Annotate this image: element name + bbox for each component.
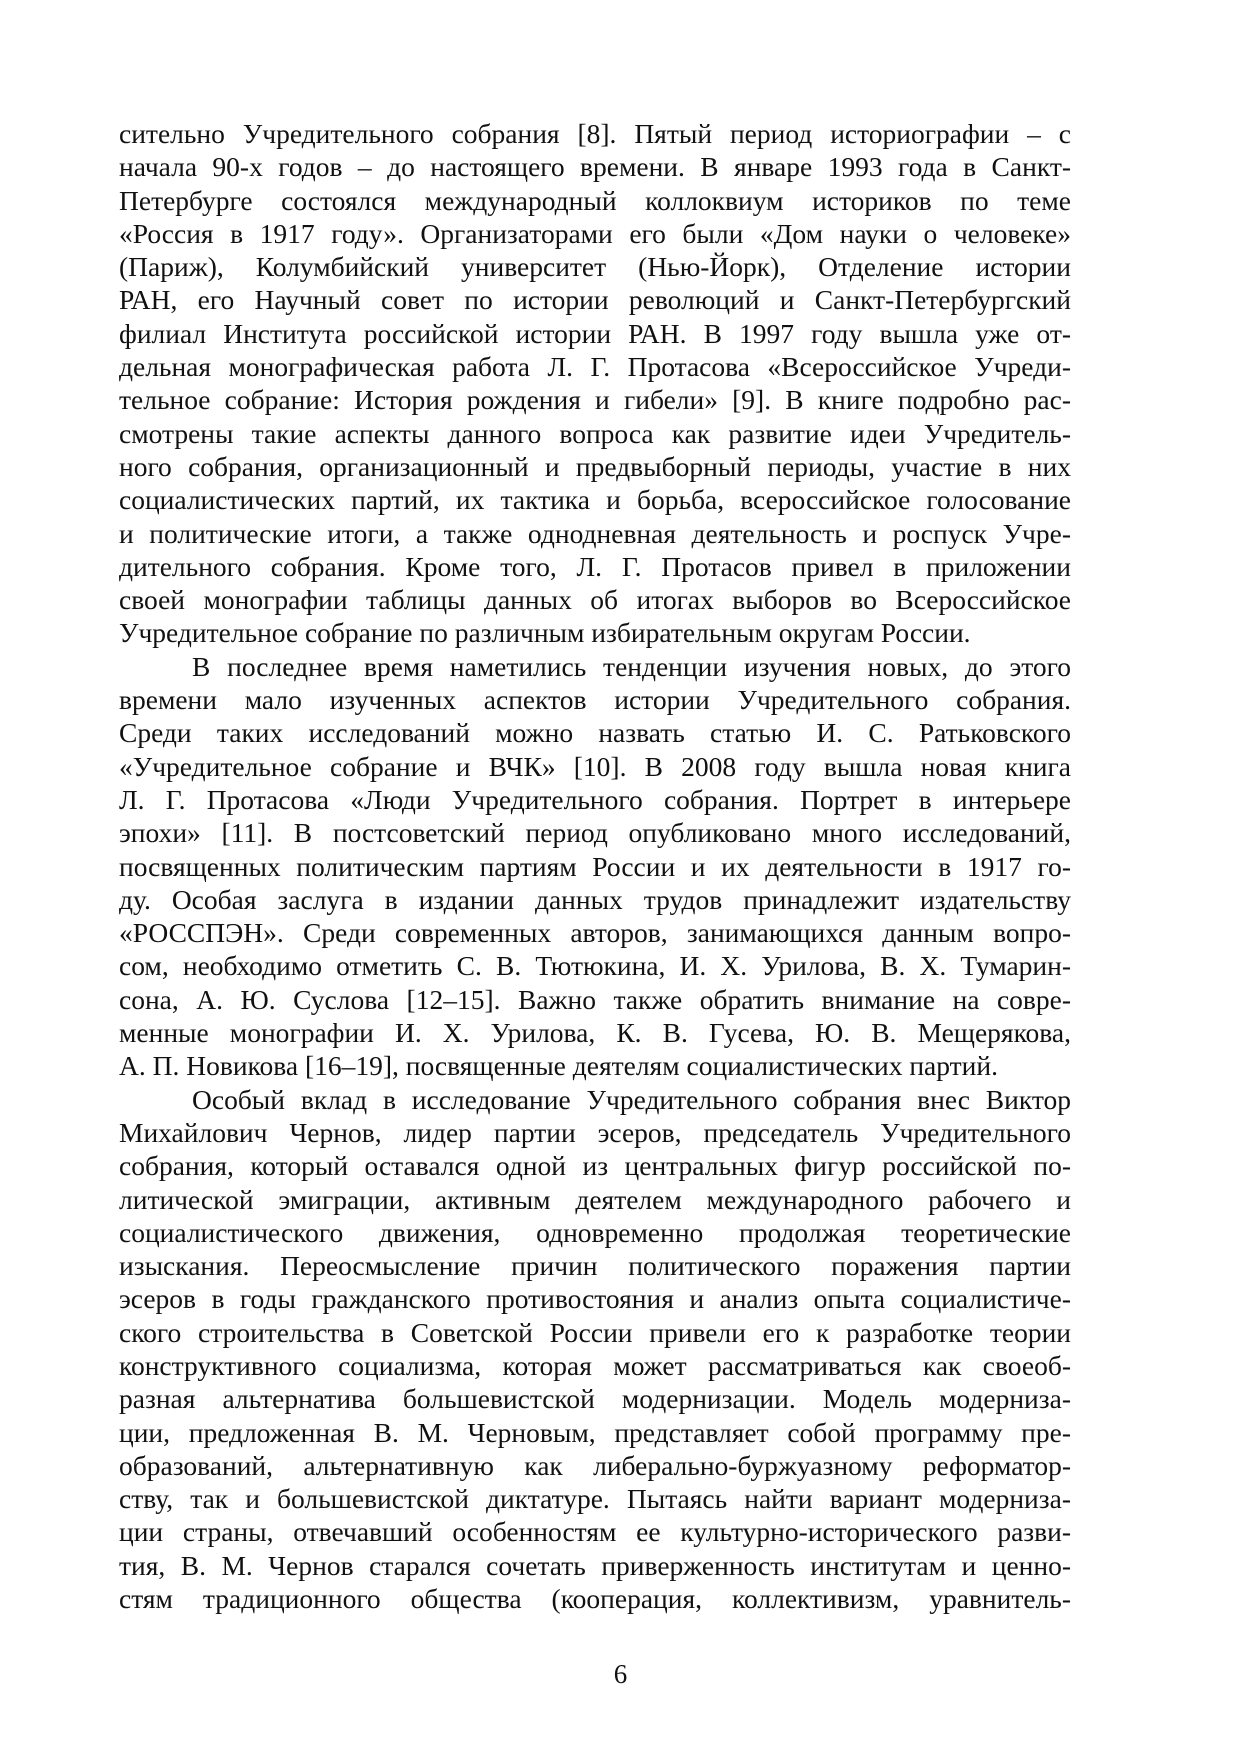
text-line: «Россия в 1917 году». Организаторами его были «Дом науки о человеке» (119, 217, 1071, 249)
text-line: Особый вклад в исследование Учредительного собрания внес Виктор (192, 1083, 1071, 1115)
text-line: своей монографии таблицы данных об итогах выборов во Всероссийское (119, 584, 1071, 616)
text-line: образований, альтернативную как либерально-буржуазному реформатор- (119, 1449, 1071, 1481)
text-line: сом, необходимо отметить С. В. Тютюкина, И. Х. Урилова, В. Х. Тумарин- (119, 950, 1071, 982)
text-line: социалистических партий, их тактика и борьба, всероссийское голосование (119, 484, 1071, 516)
paragraph-1 (119, 117, 1071, 650)
page-number: 6 (613, 1659, 628, 1689)
text-line: тельное собрание: История рождения и гибели» [9]. В книге подробно рас- (119, 384, 1071, 416)
text-line: ции, предложенная В. М. Черновым, представляет собой программу пре- (119, 1416, 1071, 1448)
text-line: тия, В. М. Чернов старался сочетать приверженность институтам и ценно- (119, 1549, 1071, 1581)
text-line: филиал Института российской истории РАН. В 1997 году вышла уже от- (119, 317, 1071, 349)
text-line: конструктивного социализма, которая может рассматриваться как своеоб- (119, 1349, 1071, 1381)
text-line: сона, А. Ю. Суслова [12–15]. Важно также обратить внимание на совре- (119, 983, 1071, 1015)
text-line: начала 90-х годов – до настоящего времени. В январе 1993 года в Санкт- (119, 151, 1071, 183)
text-line: А. П. Новикова [16–19], посвященные деятелям социалистических партий. (119, 1050, 998, 1082)
text-line: смотрены такие аспекты данного вопроса как развитие идеи Учредитель- (119, 417, 1071, 449)
text-line: посвященных политическим партиям России и их деятельности в 1917 го- (119, 850, 1071, 882)
text-line: ции страны, отвечавший особенностям ее культурно-исторического разви- (119, 1516, 1071, 1548)
text-line: «РОССПЭН». Среди современных авторов, занимающихся данным вопро- (119, 917, 1071, 949)
text-line: В последнее время наметились тенденции изучения новых, до этого (192, 650, 1071, 682)
text-line: Учредительное собрание по различным избирательным округам России. (119, 617, 971, 649)
text-line: Среди таких исследований можно назвать статью И. С. Ратьковского (119, 717, 1071, 749)
text-line: дельная монографическая работа Л. Г. Протасова «Всероссийское Учреди- (119, 351, 1071, 383)
text-line: стям традиционного общества (кооперация, коллективизм, уравнитель- (119, 1583, 1071, 1615)
text-line: «Учредительное собрание и ВЧК» [10]. В 2008 году вышла новая книга (119, 750, 1071, 782)
text-line: эсеров в годы гражданского противостояния и анализ опыта социалистиче- (119, 1283, 1071, 1315)
text-line: собрания, который оставался одной из центральных фигур российской по- (119, 1150, 1071, 1182)
paragraph-3 (119, 1083, 1071, 1616)
text-line: времени мало изученных аспектов истории Учредительного собрания. (119, 684, 1071, 716)
text-line: изыскания. Переосмысление причин политического поражения партии (119, 1250, 1071, 1282)
paragraph-2 (119, 650, 1071, 1083)
text-line: Петербурге состоялся международный коллоквиум историков по теме (119, 184, 1071, 216)
text-line: дительного собрания. Кроме того, Л. Г. Протасов привел в приложении (119, 550, 1071, 582)
text-line: эпохи» [11]. В постсоветский период опубликовано много исследований, (119, 817, 1071, 849)
text-line: и политические итоги, а также однодневная деятельность и роспуск Учре- (119, 517, 1071, 549)
text-line: (Париж), Колумбийский университет (Нью-Йорк), Отделение истории (119, 251, 1071, 283)
document-body (119, 117, 1071, 1615)
text-line: менные монографии И. Х. Урилова, К. В. Гусева, Ю. В. Мещерякова, (119, 1017, 1071, 1049)
text-line: сительно Учредительного собрания [8]. Пятый период историографии – с (119, 118, 1071, 149)
text-line: ду. Особая заслуга в издании данных трудов принадлежит издательству (119, 883, 1071, 915)
text-line: разная альтернатива большевистской модернизации. Модель модерниза- (119, 1383, 1071, 1415)
text-line: ного собрания, организационный и предвыборный периоды, участие в них (119, 450, 1071, 482)
text-line: социалистического движения, одновременно продолжая теоретические (119, 1216, 1071, 1248)
text-line: Л. Г. Протасова «Люди Учредительного собрания. Портрет в интерьере (119, 783, 1071, 815)
text-line: ству, так и большевистской диктатуре. Пытаясь найти вариант модерниза- (119, 1483, 1071, 1515)
text-line: РАН, его Научный совет по истории революций и Санкт-Петербургский (119, 284, 1071, 316)
text-line: ского строительства в Советской России привели его к разработке теории (119, 1316, 1071, 1348)
text-line: литической эмиграции, активным деятелем международного рабочего и (119, 1183, 1071, 1215)
text-line: Михайлович Чернов, лидер партии эсеров, председатель Учредительного (119, 1116, 1071, 1148)
